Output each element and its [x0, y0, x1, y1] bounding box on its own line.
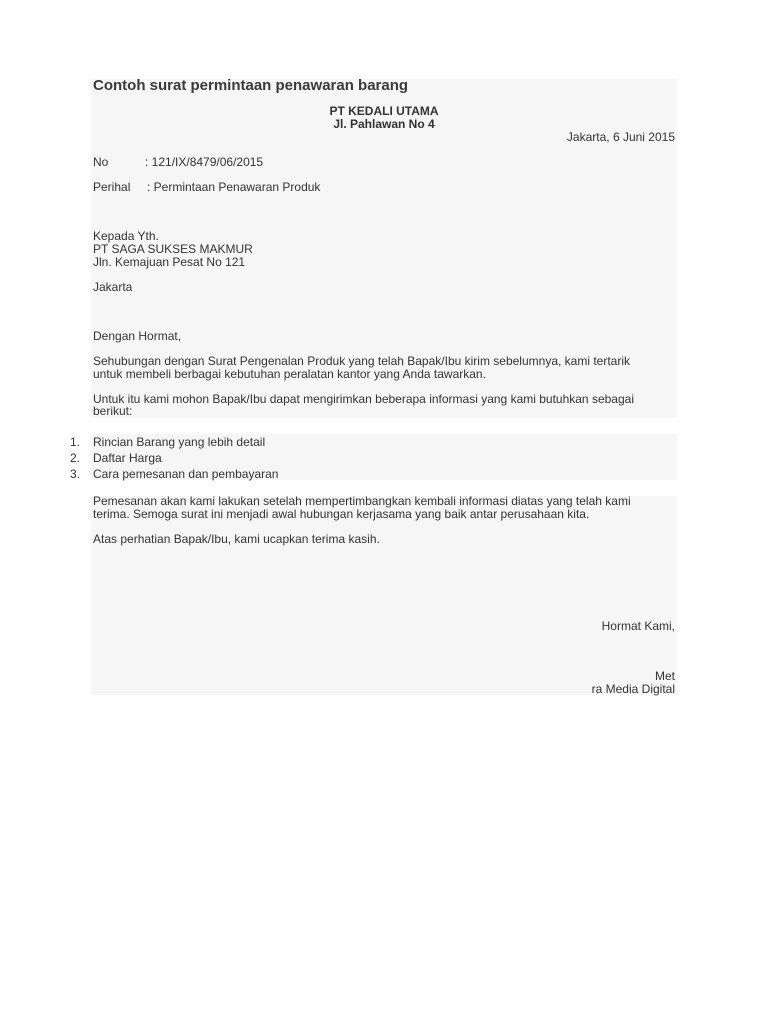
list-item: Daftar Harga	[93, 451, 162, 465]
recipient-city: Jakarta	[93, 280, 133, 294]
paragraph-2-line-2: berikut:	[93, 404, 133, 418]
paragraph-3-line-2: terima. Semoga surat ini menjadi awal hubungan kerjasama yang baik antar perusahaan kita.	[93, 507, 590, 521]
recipient-name: PT SAGA SUKSES MAKMUR	[93, 242, 253, 256]
list-item-number: 3.	[70, 467, 81, 481]
letter-panel-bottom	[91, 496, 677, 695]
recipient-salutation: Kepada Yth.	[93, 229, 159, 243]
letterhead-company: PT KEDALI UTAMA	[329, 104, 439, 118]
list-item-number: 1.	[70, 435, 81, 449]
paragraph-3-line-1: Pemesanan akan kami lakukan setelah mempertimbangkan kembali informasi diatas yang telah kami	[93, 494, 631, 508]
signature-line-1: Met	[654, 669, 675, 683]
letter-subject-label: Perihal	[93, 180, 131, 194]
list-item-number: 2.	[70, 451, 81, 465]
paragraph-2-line-1: Untuk itu kami mohon Bapak/Ibu dapat mengirimkan beberapa informasi yang kami butuhkan sebagai	[93, 392, 634, 406]
sign-off: Hormat Kami,	[601, 619, 675, 633]
list-item: Rincian Barang yang lebih detail	[93, 435, 266, 449]
recipient-address: Jln. Kemajuan Pesat No 121	[93, 255, 246, 269]
greeting: Dengan Hormat,	[93, 329, 182, 343]
paragraph-1-line-1: Sehubungan dengan Surat Pengenalan Produk yang telah Bapak/Ibu kirim sebelumnya, kami tertarik	[93, 354, 631, 368]
signature-line-2: ra Media Digital	[591, 682, 675, 696]
letter-date: Jakarta, 6 Juni 2015	[566, 130, 675, 144]
closing-line: Atas perhatian Bapak/Ibu, kami ucapkan terima kasih.	[93, 532, 380, 546]
list-item: Cara pemesanan dan pembayaran	[93, 467, 279, 481]
letter-number-value: : 121/IX/8479/06/2015	[145, 155, 264, 169]
paragraph-1-line-2: untuk membeli berbagai kebutuhan peralatan kantor yang Anda tawarkan.	[93, 367, 486, 381]
document-title: Contoh surat permintaan penawaran barang	[93, 77, 409, 94]
letterhead-address: Jl. Pahlawan No 4	[333, 117, 435, 131]
letter-number-label: No	[93, 155, 109, 169]
letter-subject-value: : Permintaan Penawaran Produk	[147, 180, 321, 194]
